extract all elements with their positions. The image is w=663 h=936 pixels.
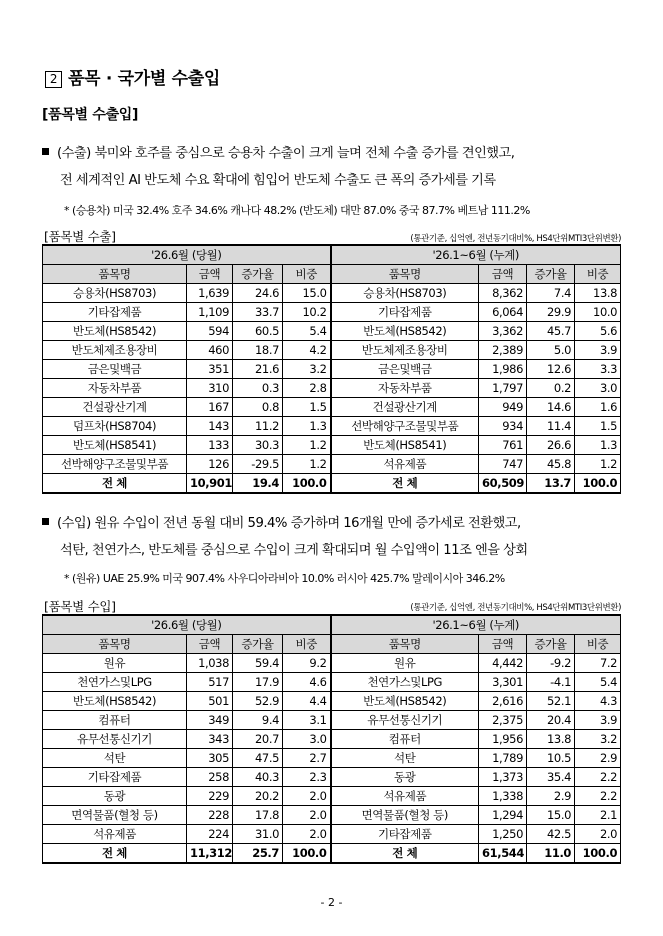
export-table-source: (통관기준, 십억엔, 전년동기대비%, HS4단위MTI3단위변환): [410, 234, 621, 244]
value-cell: 60,509: [479, 474, 527, 494]
import-table: [42, 614, 621, 864]
value-cell: 9.2: [283, 654, 331, 673]
item-name-cell: 전 체: [331, 474, 479, 494]
table-row: [43, 322, 621, 341]
item-name-cell: 면역물품(혈청 등): [43, 806, 187, 825]
value-cell: -29.5: [233, 455, 283, 474]
item-name-cell: 선박해양구조물및부품: [331, 417, 479, 436]
value-cell: 42.5: [527, 825, 575, 844]
item-name-cell: 원유: [43, 654, 187, 673]
table-row: [43, 360, 621, 379]
value-cell: -4.1: [527, 673, 575, 692]
value-cell: 21.6: [233, 360, 283, 379]
value-cell: 10.0: [575, 303, 621, 322]
table-row: [43, 455, 621, 474]
item-name-cell: 석유제품: [331, 787, 479, 806]
item-name-cell: 면역물품(혈청 등): [331, 806, 479, 825]
value-cell: 143: [187, 417, 233, 436]
column-header: 금액: [479, 265, 527, 284]
table-row: [43, 654, 621, 673]
value-cell: 100.0: [575, 474, 621, 494]
item-name-cell: 원유: [331, 654, 479, 673]
value-cell: 1.5: [575, 417, 621, 436]
value-cell: 1,986: [479, 360, 527, 379]
value-cell: 1,038: [187, 654, 233, 673]
subsection-title: [품목별 수출입]: [42, 107, 139, 123]
column-header: 품목명: [331, 265, 479, 284]
value-cell: 47.5: [233, 749, 283, 768]
column-header: 금액: [187, 635, 233, 654]
item-name-cell: 승용차(HS8703): [43, 284, 187, 303]
value-cell: 15.0: [527, 806, 575, 825]
import-note: * (원유) UAE 25.9% 미국 907.4% 사우디아라비아 10.0% 러시아 425.7% 말레이시아 346.2%: [64, 572, 505, 585]
value-cell: 2.1: [575, 806, 621, 825]
value-cell: 460: [187, 341, 233, 360]
value-cell: 10.2: [283, 303, 331, 322]
export-table: [42, 244, 621, 494]
value-cell: 2.9: [527, 787, 575, 806]
value-cell: 2.7: [283, 749, 331, 768]
item-name-cell: 석유제품: [331, 455, 479, 474]
value-cell: 2.0: [575, 825, 621, 844]
value-cell: 0.8: [233, 398, 283, 417]
value-cell: 2.9: [575, 749, 621, 768]
value-cell: 258: [187, 768, 233, 787]
value-cell: 4.3: [575, 692, 621, 711]
value-cell: 0.3: [233, 379, 283, 398]
item-name-cell: 반도체(HS8541): [43, 436, 187, 455]
value-cell: 3.1: [283, 711, 331, 730]
item-name-cell: 기타잡제품: [43, 768, 187, 787]
value-cell: 20.2: [233, 787, 283, 806]
value-cell: 11.0: [527, 844, 575, 864]
value-cell: 3.9: [575, 341, 621, 360]
value-cell: 3,362: [479, 322, 527, 341]
item-name-cell: 반도체(HS8541): [331, 436, 479, 455]
value-cell: 13.7: [527, 474, 575, 494]
export-para-line2: 전 세계적인 AI 반도체 수요 확대에 힘입어 반도체 수출도 큰 폭의 증가세를 기록: [60, 173, 496, 188]
section-title-text: 품목 · 국가별 수출입: [68, 69, 220, 89]
item-name-cell: 반도체(HS8542): [43, 322, 187, 341]
value-cell: 59.4: [233, 654, 283, 673]
column-header: 증가율: [233, 635, 283, 654]
item-name-cell: 컴퓨터: [43, 711, 187, 730]
value-cell: 17.8: [233, 806, 283, 825]
value-cell: 1.6: [575, 398, 621, 417]
value-cell: 2.0: [283, 825, 331, 844]
value-cell: 35.4: [527, 768, 575, 787]
table-row: [43, 379, 621, 398]
value-cell: 3.0: [575, 379, 621, 398]
value-cell: 45.7: [527, 322, 575, 341]
value-cell: 1,789: [479, 749, 527, 768]
value-cell: 7.4: [527, 284, 575, 303]
value-cell: 11,312: [187, 844, 233, 864]
total-row: [43, 474, 621, 494]
value-cell: 2,389: [479, 341, 527, 360]
column-header: 품목명: [331, 635, 479, 654]
value-cell: 5.6: [575, 322, 621, 341]
import-para-line2: 석탄, 천연가스, 반도체를 중심으로 수입이 크게 확대되며 월 수입액이 11조 엔을 상회: [60, 543, 528, 558]
item-name-cell: 덤프차(HS8704): [43, 417, 187, 436]
section-number-box: 2: [45, 71, 62, 88]
item-name-cell: 석유제품: [43, 825, 187, 844]
value-cell: 11.4: [527, 417, 575, 436]
value-cell: 13.8: [575, 284, 621, 303]
item-name-cell: 동광: [331, 768, 479, 787]
item-name-cell: 천연가스및LPG: [331, 673, 479, 692]
item-name-cell: 금은및백금: [43, 360, 187, 379]
value-cell: 517: [187, 673, 233, 692]
value-cell: 5.4: [283, 322, 331, 341]
table-row: [43, 806, 621, 825]
item-name-cell: 전 체: [43, 474, 187, 494]
column-header: 비중: [283, 265, 331, 284]
value-cell: 4.6: [283, 673, 331, 692]
value-cell: 1,373: [479, 768, 527, 787]
value-cell: 949: [479, 398, 527, 417]
column-header: 비중: [575, 635, 621, 654]
column-header: 증가율: [527, 635, 575, 654]
column-header: 증가율: [233, 265, 283, 284]
table-row: [43, 692, 621, 711]
value-cell: 33.7: [233, 303, 283, 322]
period-left: '26.6월 (당월): [43, 245, 331, 265]
value-cell: 1.5: [283, 398, 331, 417]
value-cell: 2.2: [575, 787, 621, 806]
value-cell: 747: [479, 455, 527, 474]
page-number: - 2 -: [320, 896, 343, 909]
value-cell: -9.2: [527, 654, 575, 673]
value-cell: 15.0: [283, 284, 331, 303]
value-cell: 30.3: [233, 436, 283, 455]
item-name-cell: 반도체제조용장비: [331, 341, 479, 360]
period-right: '26.1~6월 (누계): [331, 615, 621, 635]
value-cell: 0.2: [527, 379, 575, 398]
total-row: [43, 844, 621, 864]
column-header: 금액: [479, 635, 527, 654]
value-cell: 52.1: [527, 692, 575, 711]
value-cell: 20.7: [233, 730, 283, 749]
table-row: [43, 768, 621, 787]
value-cell: 10.5: [527, 749, 575, 768]
value-cell: 3.0: [283, 730, 331, 749]
item-name-cell: 전 체: [43, 844, 187, 864]
item-name-cell: 반도체(HS8542): [43, 692, 187, 711]
value-cell: 2.3: [283, 768, 331, 787]
export-table-label: [품목별 수출]: [44, 229, 116, 244]
item-name-cell: 자동차부품: [43, 379, 187, 398]
item-name-cell: 컴퓨터: [331, 730, 479, 749]
value-cell: 310: [187, 379, 233, 398]
value-cell: 13.8: [527, 730, 575, 749]
value-cell: 7.2: [575, 654, 621, 673]
value-cell: 100.0: [575, 844, 621, 864]
value-cell: 17.9: [233, 673, 283, 692]
export-para-line1: (수출) 북미와 호주를 중심으로 승용차 수출이 크게 늘며 전체 수출 증가를 견인했고,: [57, 146, 515, 161]
item-name-cell: 기타잡제품: [43, 303, 187, 322]
value-cell: 100.0: [283, 844, 331, 864]
value-cell: 19.4: [233, 474, 283, 494]
value-cell: 1.3: [283, 417, 331, 436]
item-name-cell: 반도체(HS8542): [331, 322, 479, 341]
value-cell: 167: [187, 398, 233, 417]
value-cell: 4.4: [283, 692, 331, 711]
item-name-cell: 반도체제조용장비: [43, 341, 187, 360]
table-row: [43, 303, 621, 322]
value-cell: 349: [187, 711, 233, 730]
item-name-cell: 기타잡제품: [331, 303, 479, 322]
section-title: [45, 64, 220, 89]
value-cell: 501: [187, 692, 233, 711]
value-cell: 3.9: [575, 711, 621, 730]
column-header: 증가율: [527, 265, 575, 284]
period-left: '26.6월 (당월): [43, 615, 331, 635]
table-row: [43, 749, 621, 768]
value-cell: 2.0: [283, 806, 331, 825]
value-cell: 2.2: [575, 768, 621, 787]
table-row: [43, 825, 621, 844]
item-name-cell: 건설광산기계: [43, 398, 187, 417]
value-cell: 4.2: [283, 341, 331, 360]
item-name-cell: 동광: [43, 787, 187, 806]
value-cell: 934: [479, 417, 527, 436]
value-cell: 11.2: [233, 417, 283, 436]
value-cell: 305: [187, 749, 233, 768]
value-cell: 40.3: [233, 768, 283, 787]
table-row: [43, 284, 621, 303]
item-name-cell: 유무선통신기기: [331, 711, 479, 730]
value-cell: 133: [187, 436, 233, 455]
bullet-square-icon: [42, 148, 49, 155]
value-cell: 1,294: [479, 806, 527, 825]
item-name-cell: 자동차부품: [331, 379, 479, 398]
value-cell: 2,375: [479, 711, 527, 730]
value-cell: 18.7: [233, 341, 283, 360]
item-name-cell: 반도체(HS8542): [331, 692, 479, 711]
value-cell: 24.6: [233, 284, 283, 303]
item-name-cell: 천연가스및LPG: [43, 673, 187, 692]
value-cell: 343: [187, 730, 233, 749]
value-cell: 224: [187, 825, 233, 844]
value-cell: 9.4: [233, 711, 283, 730]
import-para-line1: (수입) 원유 수입이 전년 동월 대비 59.4% 증가하며 16개월 만에 증가세로 전환했고,: [57, 516, 521, 531]
table-row: [43, 787, 621, 806]
value-cell: 12.6: [527, 360, 575, 379]
import-table-label: [품목별 수입]: [44, 599, 116, 614]
value-cell: 29.9: [527, 303, 575, 322]
value-cell: 126: [187, 455, 233, 474]
value-cell: 2.0: [283, 787, 331, 806]
value-cell: 1,338: [479, 787, 527, 806]
item-name-cell: 유무선통신기기: [43, 730, 187, 749]
value-cell: 31.0: [233, 825, 283, 844]
item-name-cell: 기타잡제품: [331, 825, 479, 844]
column-header: 품목명: [43, 635, 187, 654]
value-cell: 1,109: [187, 303, 233, 322]
column-header: 품목명: [43, 265, 187, 284]
value-cell: 5.4: [575, 673, 621, 692]
value-cell: 228: [187, 806, 233, 825]
value-cell: 25.7: [233, 844, 283, 864]
item-name-cell: 선박해양구조물및부품: [43, 455, 187, 474]
item-name-cell: 석탄: [331, 749, 479, 768]
value-cell: 1.2: [575, 455, 621, 474]
table-row: [43, 436, 621, 455]
value-cell: 351: [187, 360, 233, 379]
value-cell: 60.5: [233, 322, 283, 341]
table-row: [43, 417, 621, 436]
table-row: [43, 341, 621, 360]
value-cell: 1,250: [479, 825, 527, 844]
value-cell: 61,544: [479, 844, 527, 864]
value-cell: 3.3: [575, 360, 621, 379]
value-cell: 52.9: [233, 692, 283, 711]
value-cell: 2.8: [283, 379, 331, 398]
value-cell: 26.6: [527, 436, 575, 455]
value-cell: 1.2: [283, 455, 331, 474]
import-table-source: (통관기준, 십억엔, 전년동기대비%, HS4단위MTI3단위변환): [410, 603, 621, 613]
item-name-cell: 승용차(HS8703): [331, 284, 479, 303]
item-name-cell: 석탄: [43, 749, 187, 768]
value-cell: 5.0: [527, 341, 575, 360]
export-note: * (승용차) 미국 32.4% 호주 34.6% 캐나다 48.2% (반도체) 대만 87.0% 중국 87.7% 베트남 111.2%: [64, 204, 530, 217]
item-name-cell: 건설광산기계: [331, 398, 479, 417]
column-header: 금액: [187, 265, 233, 284]
value-cell: 3.2: [283, 360, 331, 379]
period-right: '26.1~6월 (누계): [331, 245, 621, 265]
value-cell: 100.0: [283, 474, 331, 494]
column-header: 비중: [283, 635, 331, 654]
table-row: [43, 711, 621, 730]
value-cell: 14.6: [527, 398, 575, 417]
value-cell: 4,442: [479, 654, 527, 673]
value-cell: 1.3: [575, 436, 621, 455]
value-cell: 1,639: [187, 284, 233, 303]
value-cell: 8,362: [479, 284, 527, 303]
value-cell: 6,064: [479, 303, 527, 322]
value-cell: 3.2: [575, 730, 621, 749]
table-row: [43, 730, 621, 749]
value-cell: 594: [187, 322, 233, 341]
value-cell: 229: [187, 787, 233, 806]
value-cell: 20.4: [527, 711, 575, 730]
item-name-cell: 전 체: [331, 844, 479, 864]
table-row: [43, 673, 621, 692]
bullet-square-icon: [42, 518, 49, 525]
item-name-cell: 금은및백금: [331, 360, 479, 379]
table-row: [43, 398, 621, 417]
column-header: 비중: [575, 265, 621, 284]
value-cell: 761: [479, 436, 527, 455]
value-cell: 10,901: [187, 474, 233, 494]
value-cell: 2,616: [479, 692, 527, 711]
value-cell: 1.2: [283, 436, 331, 455]
value-cell: 1,797: [479, 379, 527, 398]
import-paragraph: [42, 510, 627, 564]
value-cell: 45.8: [527, 455, 575, 474]
export-paragraph: [42, 140, 627, 194]
value-cell: 3,301: [479, 673, 527, 692]
value-cell: 1,956: [479, 730, 527, 749]
